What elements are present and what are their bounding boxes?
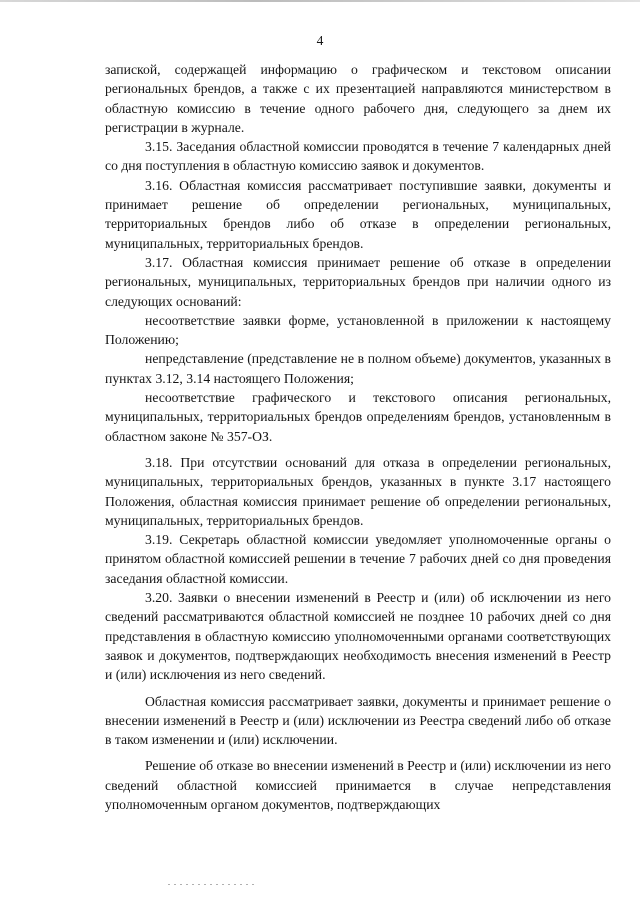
scan-artifact xyxy=(168,884,254,885)
document-body xyxy=(105,60,611,814)
list-item-missing-documents: непредставление (представление не в полном объеме) документов, указанных в пунктах 3.12, 3.14 настоящего Положения; xyxy=(105,351,611,386)
page-number: 4 xyxy=(316,33,324,48)
paragraph-continuation: запиской, содержащей информацию о графическом и текстовом описании региональных брендов, а также с их презентацией направляются министерством в областную комиссию в течение одного рабочего дня, следующего за днем их регистрации в журнале. xyxy=(105,62,611,135)
paragraph-3-17: 3.17. Областная комиссия принимает решение об отказе в определении региональных, муниципальных, территориальных брендов при наличии одного из следующих оснований: xyxy=(105,254,611,309)
paragraph-3-15: 3.15. Заседания областной комиссии проводятся в течение 7 календарных дней со дня поступления в областную комиссию заявок и документов. xyxy=(105,139,611,174)
paragraph-3-20: 3.20. Заявки о внесении изменений в Реестр и (или) об исключении из него сведений рассматриваются областной комиссией не позднее 10 рабочих дней со дня представления в областную комиссию уполномоченными органами соответствующих заявок и документов, подтверждающих необходимость внесения изменений в Реестр и (или) исключения из него сведений. xyxy=(105,590,611,683)
paragraph-3-18: 3.18. При отсутствии оснований для отказа в определении региональных, муниципальных, территориальных брендов, указанных в пункте 3.17 настоящего Положения, областная комиссия принимает решение об определении региональных, муниципальных, территориальных брендов. xyxy=(105,454,611,528)
paragraph-commission-review: Областная комиссия рассматривает заявки, документы и принимает решение о внесении изменений в Реестр и (или) исключении из Реестра сведений либо об отказе в таком изменении и (или) исключении. xyxy=(105,693,611,748)
list-item-description-mismatch: несоответствие графического и текстового описания региональных, муниципальных, территориальных брендов определениям брендов, установленным в областном законе № 357-ОЗ. xyxy=(105,390,611,444)
list-item-form-mismatch: несоответствие заявки форме, установленной в приложении к настоящему Положению; xyxy=(105,312,611,348)
paragraph-3-16: 3.16. Областная комиссия рассматривает поступившие заявки, документы и принимает решение об определении региональных, муниципальных, территориальных брендов либо об отказе в определении региональных, муниципальных, территориальных брендов. xyxy=(105,177,611,251)
paragraph-3-19: 3.19. Секретарь областной комиссии уведомляет уполномоченные органы о принятом областной комиссией решении в течение 7 рабочих дней со дня проведения заседания областной комиссии. xyxy=(105,532,611,586)
paragraph-refusal-decision: Решение об отказе во внесении изменений в Реестр и (или) исключении из него сведений областной комиссией принимается в случае непредставления уполномоченным органом документов, подтверждающих xyxy=(105,758,611,812)
scan-top-edge xyxy=(0,0,640,2)
